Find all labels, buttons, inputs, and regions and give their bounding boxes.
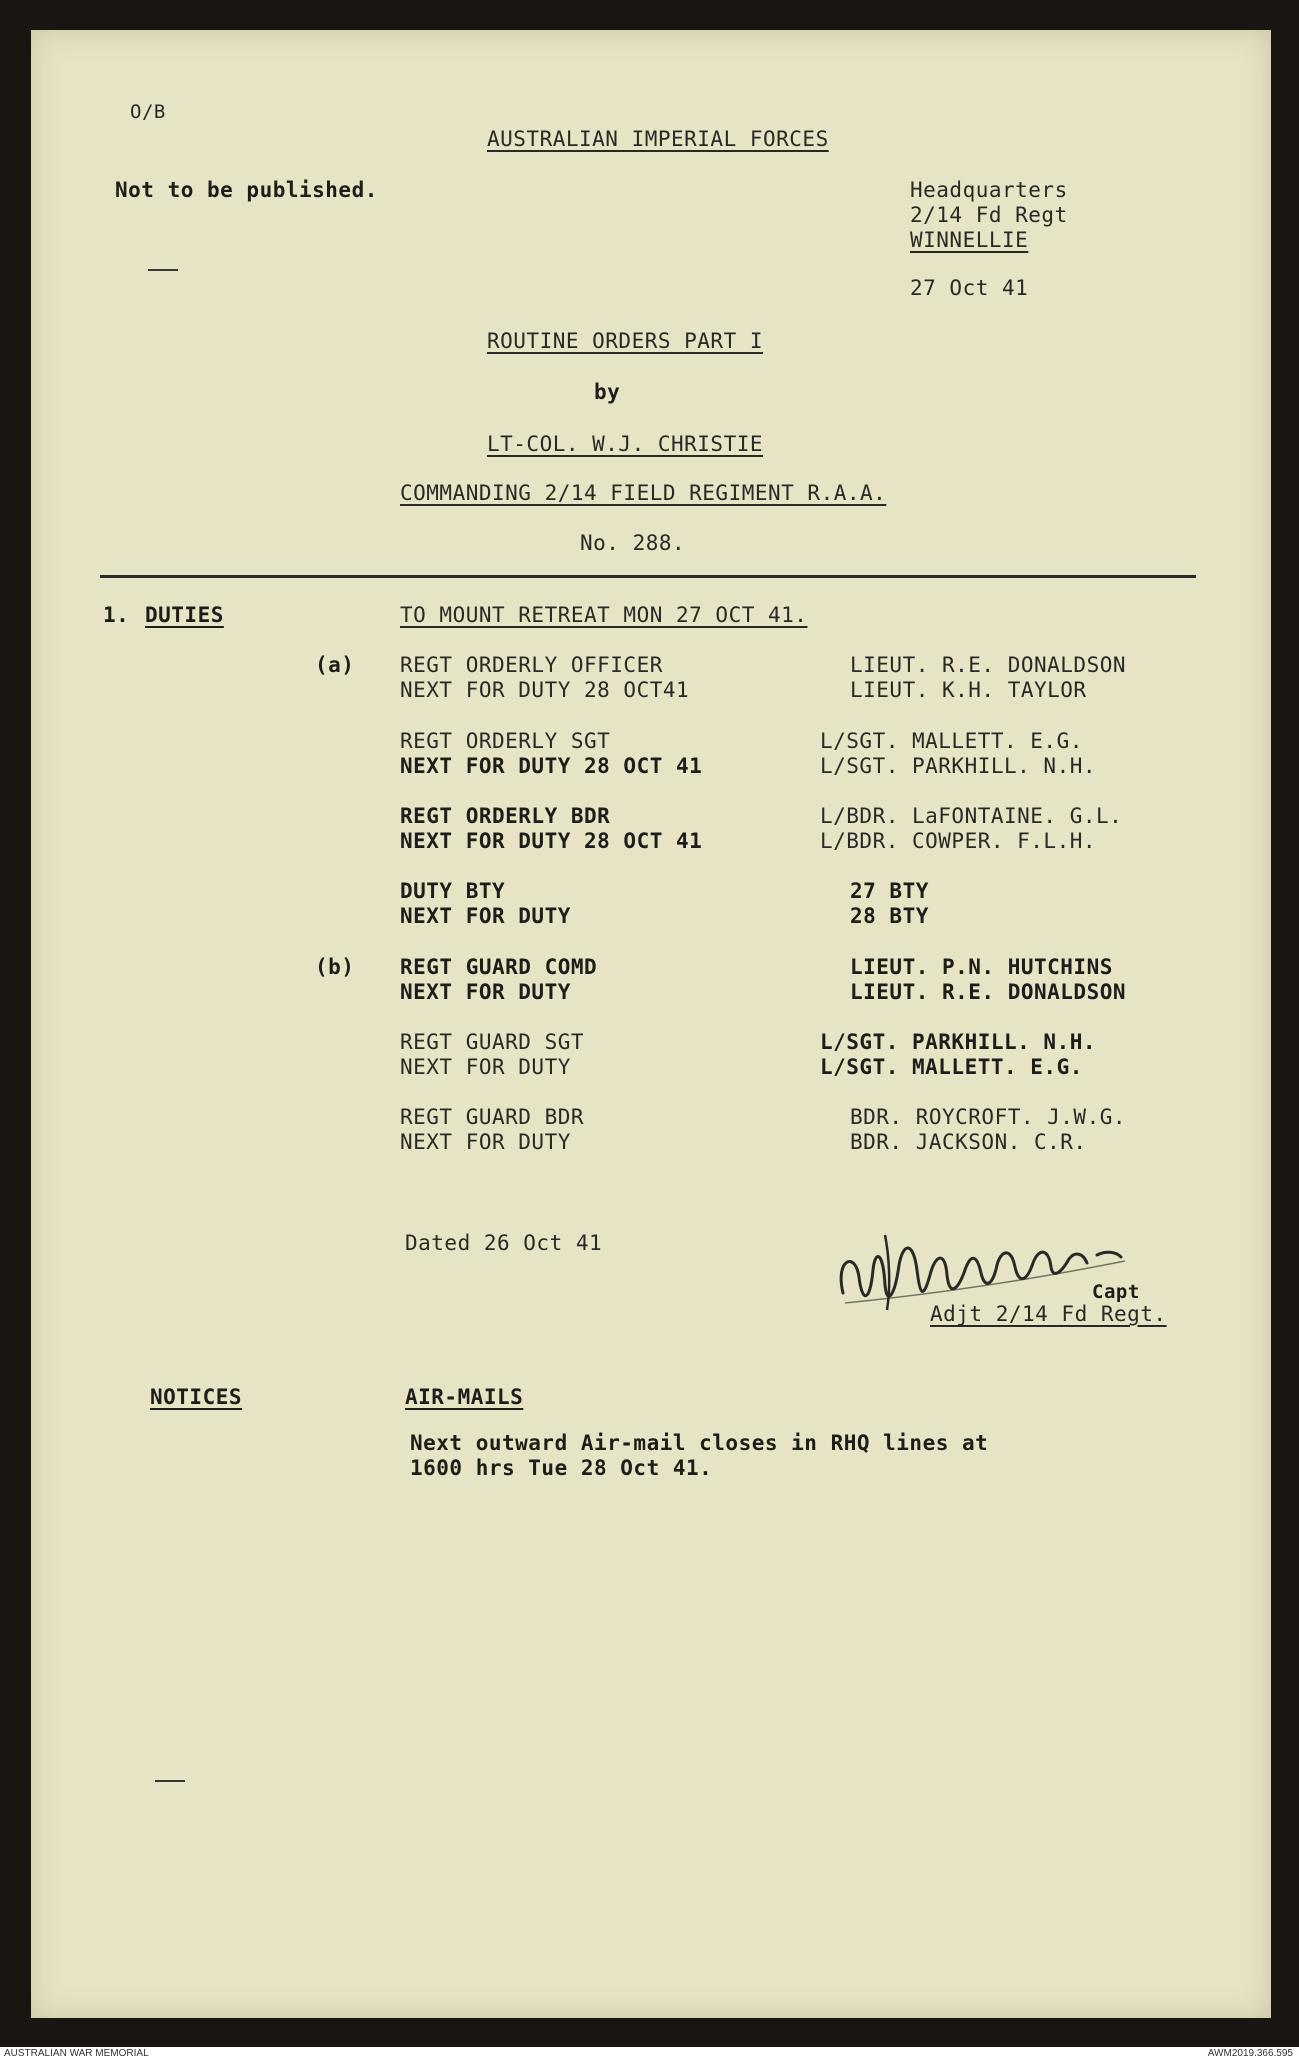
hq-line-2: 2/14 Fd Regt: [910, 203, 1068, 227]
corner-code: O/B: [130, 101, 166, 123]
notices-label: NOTICES: [150, 1385, 243, 1409]
duty-name: L/SGT. MALLETT. E.G.: [820, 1055, 1083, 1079]
group-marker: (a): [315, 653, 355, 677]
section-title: DUTIES: [145, 603, 224, 627]
duty-role: NEXT FOR DUTY: [400, 1055, 571, 1079]
duty-role: NEXT FOR DUTY: [400, 1130, 571, 1154]
duty-role: NEXT FOR DUTY 28 OCT 41: [400, 754, 703, 778]
duty-name: L/SGT. PARKHILL. N.H.: [820, 1030, 1097, 1054]
document-title: ROUTINE ORDERS PART I: [487, 329, 764, 353]
duty-role: DUTY BTY: [400, 879, 506, 903]
group-marker: (b): [315, 955, 355, 979]
duty-role: NEXT FOR DUTY 28 OCT41: [400, 678, 690, 702]
footer-accession: AWM2019.366.595: [1207, 2048, 1293, 2059]
duty-name: L/SGT. PARKHILL. N.H.: [820, 754, 1097, 778]
duty-role: NEXT FOR DUTY 28 OCT 41: [400, 829, 703, 853]
command-line: COMMANDING 2/14 FIELD REGIMENT R.A.A.: [400, 481, 887, 505]
commander-name: LT-COL. W.J. CHRISTIE: [487, 432, 764, 456]
by-line: by: [594, 380, 621, 404]
signature-appointment: Adjt 2/14 Fd Regt.: [930, 1302, 1167, 1326]
duty-name: LIEUT. K.H. TAYLOR: [850, 678, 1087, 702]
duties-heading: TO MOUNT RETREAT MON 27 OCT 41.: [400, 603, 808, 627]
hq-line-3: WINNELLIE: [910, 228, 1029, 252]
duty-role: REGT ORDERLY SGT: [400, 729, 611, 753]
duty-name: L/SGT. MALLETT. E.G.: [820, 729, 1083, 753]
duty-role: NEXT FOR DUTY: [400, 980, 571, 1004]
notice-line-1: Next outward Air-mail closes in RHQ lines at: [410, 1431, 989, 1455]
order-number: No. 288.: [580, 531, 686, 555]
duty-name: L/BDR. COWPER. F.L.H.: [820, 829, 1097, 853]
duty-name: BDR. ROYCROFT. J.W.G.: [850, 1105, 1127, 1129]
duty-name: BDR. JACKSON. C.R.: [850, 1130, 1087, 1154]
duty-role: REGT ORDERLY OFFICER: [400, 653, 663, 677]
duty-role: REGT GUARD SGT: [400, 1030, 585, 1054]
footer-credit: AUSTRALIAN WAR MEMORIAL: [4, 2048, 149, 2059]
dated-line: Dated 26 Oct 41: [405, 1231, 603, 1255]
duty-name: 28 BTY: [850, 904, 929, 928]
signature-rank: Capt: [1092, 1281, 1140, 1303]
duty-role: REGT GUARD COMD: [400, 955, 598, 979]
duty-name: LIEUT. R.E. DONALDSON: [850, 653, 1127, 677]
duty-role: REGT GUARD BDR: [400, 1105, 585, 1129]
duty-name: L/BDR. LaFONTAINE. G.L.: [820, 804, 1123, 828]
duty-role: REGT ORDERLY BDR: [400, 804, 611, 828]
duty-name: LIEUT. R.E. DONALDSON: [850, 980, 1127, 1004]
header-title: AUSTRALIAN IMPERIAL FORCES: [487, 127, 829, 151]
duty-name: LIEUT. P.N. HUTCHINS: [850, 955, 1113, 979]
section-number: 1.: [103, 603, 130, 627]
punch-mark: [148, 269, 178, 271]
section-divider: [100, 575, 1196, 578]
notice-heading: AIR-MAILS: [405, 1385, 524, 1409]
hq-line-1: Headquarters: [910, 178, 1068, 202]
restriction-note: Not to be published.: [115, 178, 378, 202]
document-date: 27 Oct 41: [910, 276, 1029, 300]
punch-mark: [155, 1780, 185, 1782]
duty-name: 27 BTY: [850, 879, 929, 903]
notice-line-2: 1600 hrs Tue 28 Oct 41.: [410, 1456, 713, 1480]
duty-role: NEXT FOR DUTY: [400, 904, 571, 928]
